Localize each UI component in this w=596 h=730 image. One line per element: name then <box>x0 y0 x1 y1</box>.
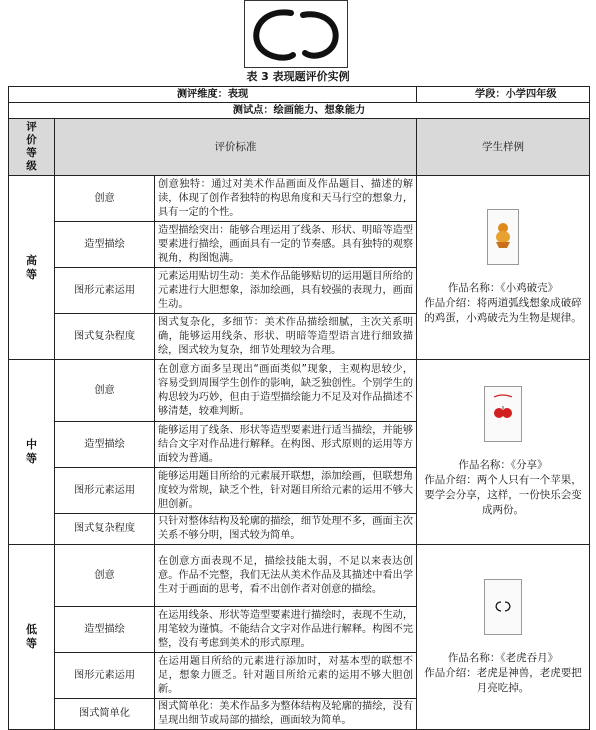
dimension-label: 图式复杂程度 <box>55 514 155 545</box>
dimension-label: 图式简单化 <box>55 699 155 730</box>
chick-drawing-icon <box>487 209 519 265</box>
level-header: 评 价 等 级 <box>9 119 55 176</box>
dimension-label: 图形元素运用 <box>55 468 155 514</box>
criteria-text: 在创意方面表现不足，描绘技能太弱，不足以来表达创意。作品不完整，我们无法从美术作品及其描述中看出学生对于画面的思考，看不出创作者对创意的描绘。 <box>155 545 417 607</box>
criteria-text: 在运用线条、形状等造型要素进行描绘时，表现不生动，用笔较为谨慎。不能结合文字对作品进行解释。构图不完整，没有考虑到美术的形式原理。 <box>155 607 417 653</box>
criteria-text: 能够运用题目所给的元素展开联想，添加绘画，但联想角度较为常规，缺乏个性，针对题目所给元素的运用不够大胆创新。 <box>155 468 417 514</box>
dimension-label: 图式复杂程度 <box>55 314 155 360</box>
test-point-cell: 测试点：绘画能力、想象能力 <box>9 103 590 119</box>
arcs-drawing-icon <box>484 579 522 635</box>
criteria-text: 在创意方面多呈现出“画面类似”现象，主观构思较少，容易受到周围学生创作的影响，缺乏独创性。个别学生的构思较为巧妙，但由于造型描绘能力不足及对作品描述不够清楚，较难判断。 <box>155 360 417 422</box>
samples-header: 学生样例 <box>417 119 590 176</box>
level-high: 高 等 <box>9 176 55 360</box>
dimension-label: 图形元素运用 <box>55 268 155 314</box>
sample-high <box>417 176 590 360</box>
sample-intro: 作品介绍：将两道弧线想象成破碎的鸡蛋，小鸡破壳为生物是规律。 <box>424 297 582 324</box>
sample-title: 作品名称：《小鸡破壳》 <box>447 282 559 294</box>
sample-mid <box>417 360 590 545</box>
evaluation-table <box>8 86 590 730</box>
criteria-text: 造型描绘突出：能够合理运用了线条、形状、明暗等造型要素进行描绘，画面具有一定的节奏感。具有独特的观察视角，构图饱满。 <box>155 222 417 268</box>
criteria-text: 图式复杂化，多细节：美术作品描绘细腻，主次关系明确，能够运用线条、形状、明暗等造型语言进行细致描绘，图式较为复杂，细节处理较为合理。 <box>155 314 417 360</box>
apple-drawing-icon <box>484 386 522 442</box>
criteria-text: 元素运用贴切生动：美术作品能够贴切的运用题目所给的元素进行大胆想象，添加绘画，具有较强的表现力，画面生动。 <box>155 268 417 314</box>
two-arcs-stimulus-icon <box>245 1 347 67</box>
table-caption: 表 3 表现题评价实例 <box>246 70 350 83</box>
dimension-label: 造型描绘 <box>55 607 155 653</box>
level-mid: 中 等 <box>9 360 55 545</box>
level-low: 低 等 <box>9 545 55 730</box>
sample-intro: 作品介绍：两个人只有一个苹果，要学会分享，这样，一份快乐会变成两份。 <box>424 474 582 516</box>
criteria-text: 图式简单化：美术作品多为整体结构及轮廓的描绘，没有呈现出细节或局部的描绘，画面较为简单。 <box>155 699 417 730</box>
stimulus-image <box>244 0 348 68</box>
criteria-header: 评价标准 <box>55 119 417 176</box>
sample-title: 作品名称：《分享》 <box>458 459 548 471</box>
dimension-label: 创意 <box>55 360 155 422</box>
dimension-label: 造型描绘 <box>55 422 155 468</box>
dimension-label: 创意 <box>55 545 155 607</box>
dimension-label: 创意 <box>55 176 155 222</box>
criteria-text: 在运用题目所给的元素进行添加时，对基本型的联想不足，想象力匮乏。针对题目所给元素的运用不够大胆创新。 <box>155 653 417 699</box>
grade-cell: 学段：小学四年级 <box>417 87 590 103</box>
dimension-cell: 测评维度：表现 <box>9 87 417 103</box>
criteria-text: 能够运用了线条、形状等造型要素进行适当描绘，并能够结合文字对作品进行解释。在构图、形式原则的运用等方面较为普通。 <box>155 422 417 468</box>
sample-title: 作品名称：《老虎吞月》 <box>447 651 559 664</box>
dimension-label: 图形元素运用 <box>55 653 155 699</box>
sample-intro: 作品介绍：老虎是神兽，老虎要把月亮吃掉。 <box>424 666 582 694</box>
sample-low <box>417 545 590 730</box>
criteria-text: 创意独特：通过对美术作品画面及作品题目、描述的解读，体现了创作者独特的构思角度和天马行空的想象力，具有一定的个性。 <box>155 176 417 222</box>
criteria-text: 只针对整体结构及轮廓的描绘，细节处理不多，画面主次关系不够分明，图式较为简单。 <box>155 514 417 545</box>
dimension-label: 造型描绘 <box>55 222 155 268</box>
